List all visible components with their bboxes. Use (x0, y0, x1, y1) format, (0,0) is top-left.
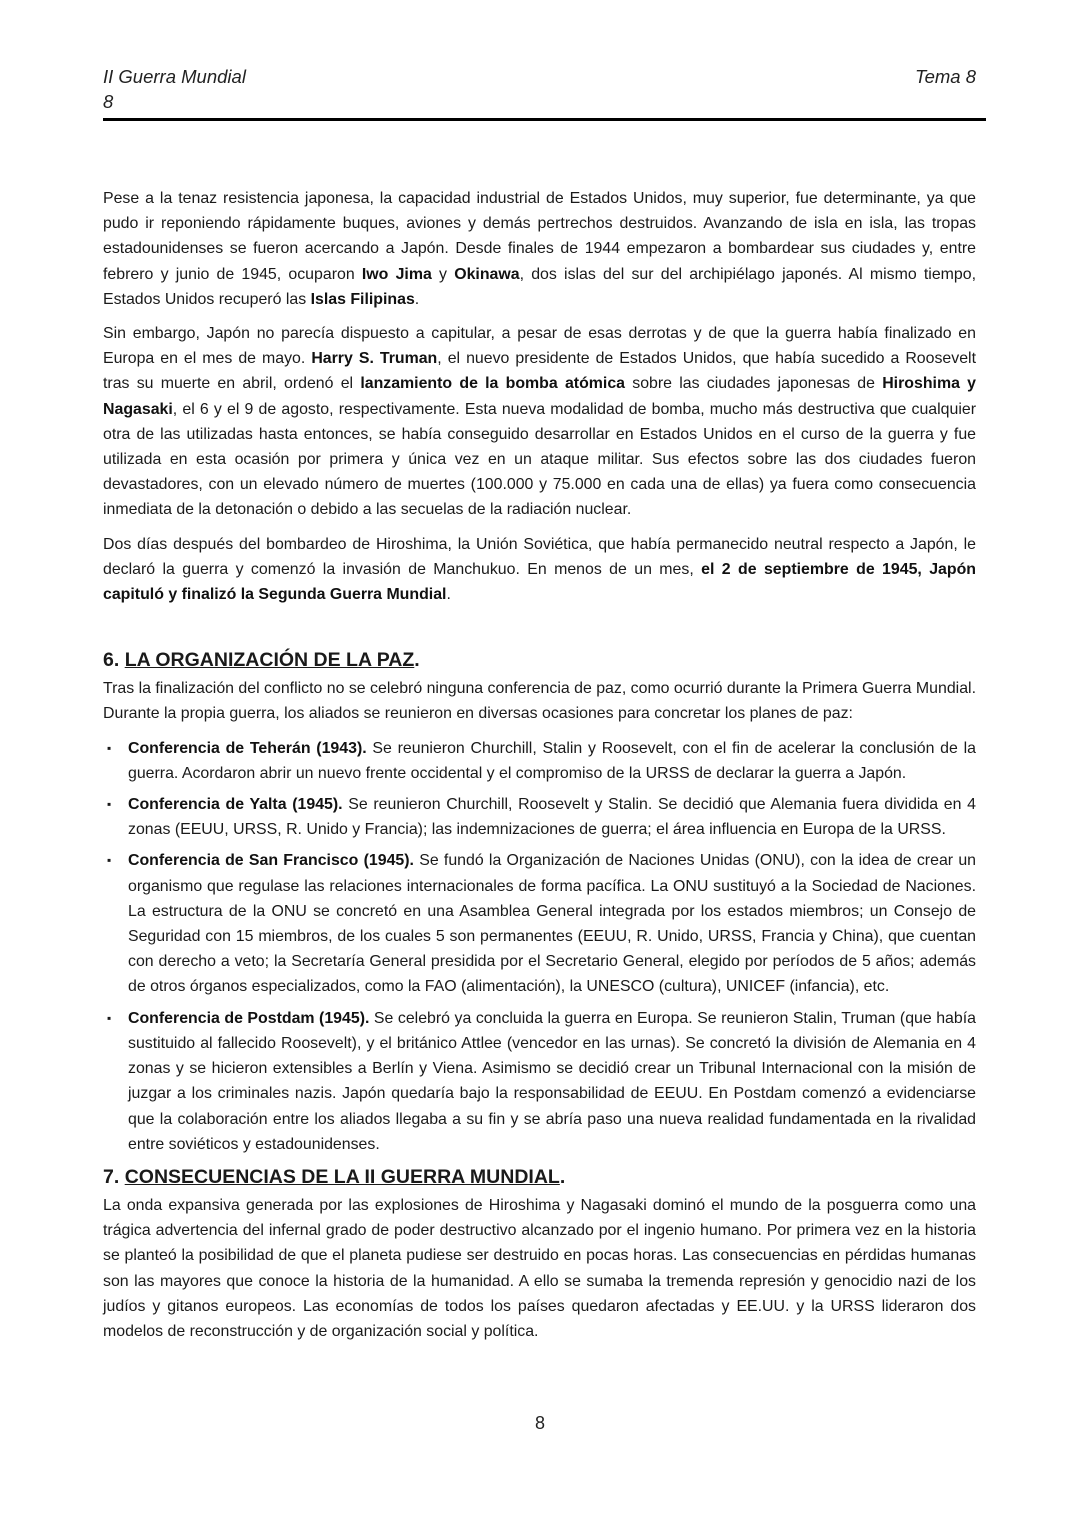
bold-text: Harry S. Truman (311, 350, 438, 368)
paragraph-peace-intro: Tras la finalización del conflicto no se celebró ninguna conferencia de paz, como ocurrió durante la Primera Guerra Mundial. Durante la propia guerra, los aliados se reunieron en diversas ocasiones para concretar los planes de paz: (103, 680, 976, 723)
list-item-text: Conferencia de Postdam (1945). Se celebró ya concluida la guerra en Europa. Se reunieron Stalin, Truman (que había sustituido al fallecido Roosevelt), y el británico Attlee (vencedor en las urnas). Se concretó la división de Alemania en 4 zonas y se hicieron extensibles a Berlín y Viena. Asimismo se decidió crear un Tribunal Internacional con la misión de juzgar a los criminales nazis. Japón quedaría bajo la responsabilidad de EEUU. En Postdam comenzó a evidenciarse que la colaboración entre los aliados llegaba a su fin y se abría paso una nueva realidad fundamentada en la rivalidad entre soviéticos y estadounidenses. (128, 1009, 976, 1153)
list-item-san-francisco (103, 848, 976, 999)
bold-text: lanzamiento de la bomba atómica (360, 375, 626, 393)
list-item-text: Conferencia de San Francisco (1945). Se fundó la Organización de Naciones Unidas (ONU), con la idea de crear un organismo que regulase las relaciones internacionales de forma pacífica. La ONU sustituyó a la Sociedad de Naciones. La estructura de la ONU se concretó en una Asamblea General integrada por los estados miembros; un Consejo de Seguridad con 15 miembros, de los cuales 5 son permanentes (EEUU, R. Unido, URSS, Francia y China), que cuentan con derecho a veto; la Secretaría General presidida por el Secretario General, elegido por períodos de 5 años; además de otros órganos especializados, como la FAO (alimentación), la UNESCO (cultura), UNICEF (infancia), etc. (128, 852, 976, 996)
bold-text: Conferencia de Yalta (1945). (128, 796, 343, 814)
bold-text: Conferencia de Postdam (1945). (128, 1009, 370, 1027)
header-title: II Guerra Mundial (103, 66, 246, 87)
bullet-icon: ▪ (107, 797, 112, 812)
list-item-teheran (103, 736, 976, 786)
section-6-number: 6. (103, 649, 120, 672)
paragraph-pacific-war: Pese a la tenaz resistencia japonesa, la capacidad industrial de Estados Unidos, muy superior, fue determinante, ya que pudo ir reponiendo rápidamente buques, aviones y demás pertrechos destruidos. Avanzando de isla en isla, las tropas estadounidenses se fueron acercando a Japón. Desde finales de 1944 empezaron a bombardear sus ciudades y, entre febrero y junio de 1945, ocuparon Iwo Jima y Okinawa, dos islas del sur del archipiélago japonés. Al mismo tiempo, Estados Unidos recuperó las Islas Filipinas. (103, 190, 976, 308)
section-6-dot: . (414, 649, 420, 672)
bold-text: el 2 de septiembre de 1945, Japón capituló y finalizó la Segunda Guerra Mundial (103, 560, 977, 604)
section-7-title: CONSECUENCIAS DE LA II GUERRA MUNDIAL (124, 1165, 560, 1188)
bold-text: Islas Filipinas (310, 290, 415, 308)
bullet-icon: ▪ (107, 740, 112, 755)
section-7-dot: . (559, 1165, 566, 1188)
section-7-number: 7. (103, 1165, 120, 1188)
section-6-heading (103, 649, 976, 672)
list-item-text: Conferencia de Yalta (1945). Se reunieron Churchill, Roosevelt y Stalin. Se decidió que Alemania fuera dividida en 4 zonas (EEUU, URSS, R. Unido y Francia); las indemnizaciones de guerra; el área influencia en Europa de la URSS. (128, 796, 976, 839)
bold-text: Conferencia de San Francisco (1945). (128, 852, 414, 870)
page-number: 8 (534, 1413, 545, 1433)
page-content (103, 186, 976, 1353)
paragraph-atomic-bomb: Sin embargo, Japón no parecía dispuesto a capitular, a pesar de esas derrotas y de que la guerra había finalizado en Europa en el mes de mayo. Harry S. Truman, el nuevo presidente de Estados Unidos, que había sucedido a Roosevelt tras su muerte en abril, ordenó el lanzamiento de la bomba atómica sobre las ciudades japonesas de Hiroshima y Nagasaki, el 6 y el 9 de agosto, respectivamente. Esta nueva modalidad de bomba, mucho más destructiva que cualquier otra de las utilizadas hasta entonces, se había conseguido desarrollar en Estados Unidos en el curso de la guerra y fue utilizada en esta ocasión por primera y única vez en un ataque militar. Sus efectos sobre las dos ciudades fueron devastadores, con un elevado número de muertes (100.000 y 75.000 en cada una de ellas) ya fuera como consecuencia inmediata de la detonación o debido a las secuelas de la radiación nuclear. (103, 325, 976, 519)
page-header (103, 64, 986, 121)
section-7-heading (103, 1166, 976, 1189)
bold-text: Okinawa (454, 265, 520, 283)
section-6-title: LA ORGANIZACIÓN DE LA PAZ (124, 649, 415, 672)
conference-list (103, 736, 976, 1157)
list-item-postdam (103, 1006, 976, 1157)
bullet-icon: ▪ (107, 853, 112, 868)
list-item-text: Conferencia de Teherán (1943). Se reunieron Churchill, Stalin y Roosevelt, con el fin de acelerar la conclusión de la guerra. Acordaron abrir un nuevo frente occidental y el compromiso de la URSS de declarar la guerra a Japón. (128, 739, 976, 782)
header-number: 8 (103, 91, 114, 112)
bold-text: Hiroshima y Nagasaki (103, 375, 976, 418)
paragraph-japan-surrender: Dos días después del bombardeo de Hiroshima, la Unión Soviética, que había permanecido neutral respecto a Japón, le declaró la guerra y comenzó la invasión de Manchukuo. En menos de un mes, el 2 de septiembre de 1945, Japón capituló y finalizó la Segunda Guerra Mundial. (103, 535, 977, 604)
paragraph-consequences: La onda expansiva generada por las explosiones de Hiroshima y Nagasaki dominó el mundo de la posguerra como una trágica advertencia del infernal grado de poder destructivo alcanzado por el ingenio humano. Por primera vez en la historia se planteó la posibilidad de que el planeta pudiese ser destruido en pocas horas. Las consecuencias en pérdidas humanas son las mayores que conoce la historia de la humanidad. A ello se sumaba la tremenda represión y genocidio nazi de los judíos y gitanos europeos. Las economías de todos los países quedaron afectadas y EE.UU. y la URSS lideraron dos modelos de reconstrucción y de organización social y política. (103, 1196, 976, 1340)
bullet-icon: ▪ (107, 1010, 112, 1025)
header-tema: Tema 8 (914, 66, 976, 87)
list-item-yalta (103, 792, 976, 842)
bold-text: Iwo Jima (361, 265, 432, 283)
bold-text: Conferencia de Teherán (1943). (128, 739, 367, 757)
